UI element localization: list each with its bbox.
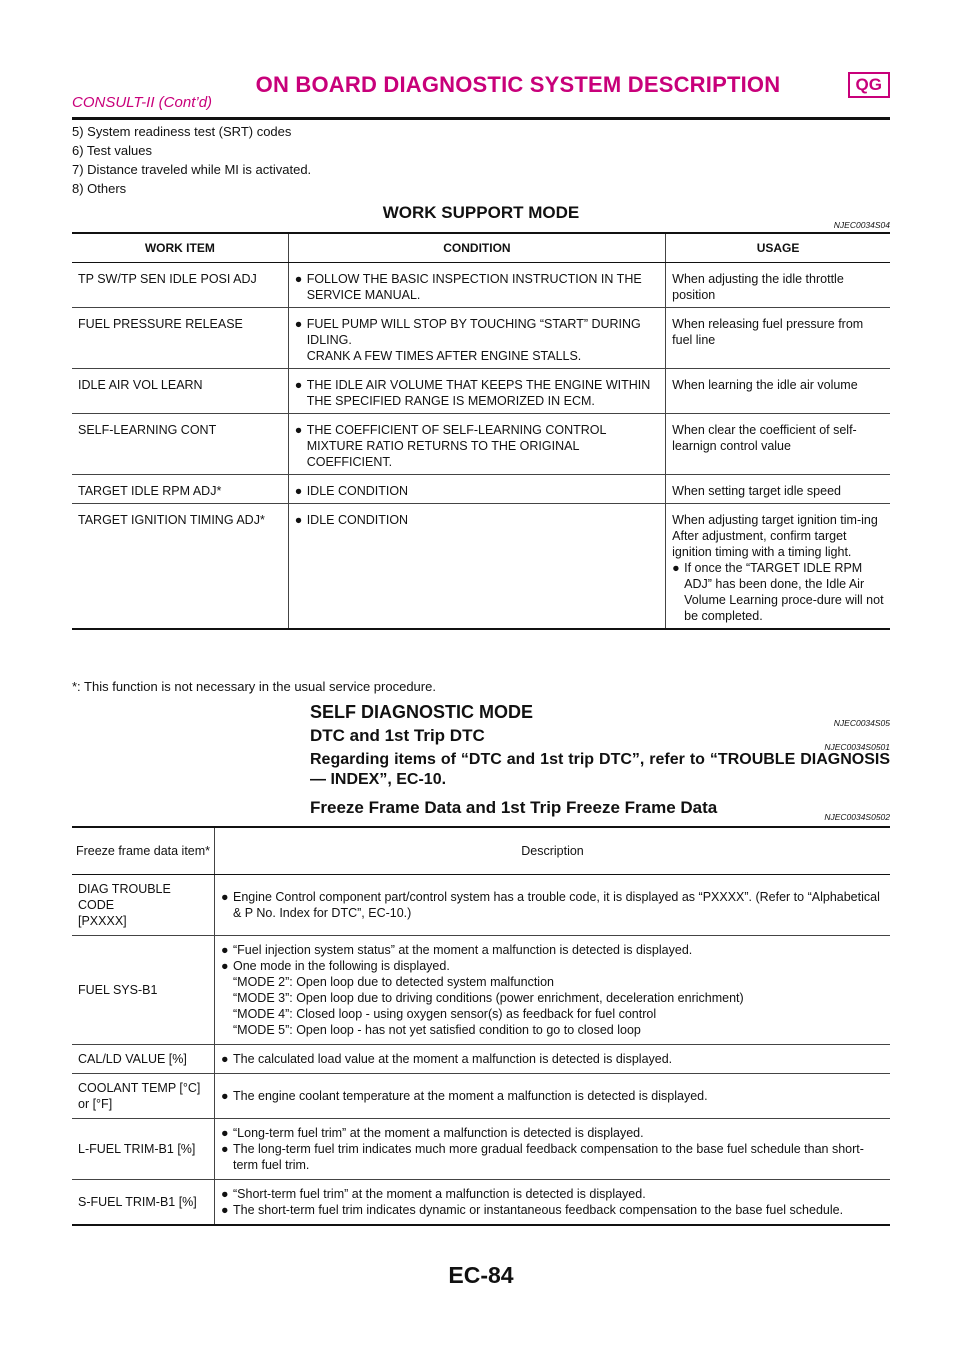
bullet-item xyxy=(221,1202,884,1218)
work-item: TARGET IGNITION TIMING ADJ* xyxy=(72,504,288,630)
bullet-item xyxy=(672,560,884,624)
bullet-text: The long-term fuel trim indicates much more gradual feedback compensation to the base fuel schedule than short-term fuel trim. xyxy=(233,1142,864,1172)
bullet-icon: ● xyxy=(221,1052,229,1066)
table-row xyxy=(72,369,890,414)
column-header: WORK ITEM xyxy=(72,233,288,263)
work-item: FUEL PRESSURE RELEASE xyxy=(72,308,288,369)
work-item: TARGET IDLE RPM ADJ* xyxy=(72,475,288,504)
table-row xyxy=(72,1180,890,1226)
bullet-item xyxy=(295,377,659,409)
ffd-heading xyxy=(310,798,890,820)
dtc-code: NJEC0034S0501 xyxy=(824,742,890,752)
description-cell xyxy=(215,1119,891,1180)
bullet-text: The short-term fuel trim indicates dynamic or instantaneous feedback compensation to the base fuel schedule. xyxy=(233,1203,844,1217)
freeze-item: L-FUEL TRIM-B1 [%] xyxy=(72,1119,215,1180)
table-row xyxy=(72,1045,890,1074)
bullet-icon: ● xyxy=(672,561,680,575)
bullet-text: Engine Control component part/control system has a trouble code, it is displayed as “PXXXX”. (Refer to “Alphabetical & P No. Index for DTC”, EC-10.) xyxy=(233,890,880,920)
usage-text: When clear the coefficient of self-learnign control value xyxy=(672,423,857,453)
page-title: ON BOARD DIAGNOSTIC SYSTEM DESCRIPTION xyxy=(255,72,781,97)
condition-cell xyxy=(288,414,665,475)
ffd-title: Freeze Frame Data and 1st Trip Freeze Frame Data xyxy=(310,798,718,817)
bullet-item xyxy=(221,1051,884,1067)
bullet-item xyxy=(295,271,659,303)
usage-text: When adjusting target ignition tim-ing xyxy=(672,513,878,527)
numbered-list xyxy=(72,122,311,198)
condition-cell xyxy=(288,308,665,369)
bullet-item xyxy=(295,512,659,528)
table-row xyxy=(72,936,890,1045)
self-diagnostic-section xyxy=(310,702,890,820)
bullet-text: The engine coolant temperature at the moment a malfunction is detected is displayed. xyxy=(233,1089,708,1103)
usage-text: When adjusting the idle throttle position xyxy=(672,272,844,302)
bullet-text: If once the “TARGET IDLE RPM ADJ” has been done, the Idle Air Volume Learning proce-dure will not be completed. xyxy=(684,561,884,623)
dtc-title: DTC and 1st Trip DTC xyxy=(310,726,485,745)
usage-text: When releasing fuel pressure from fuel line xyxy=(672,317,864,347)
work-support-rows xyxy=(72,263,890,630)
description-cell xyxy=(215,1045,891,1074)
list-item: 6) Test values xyxy=(72,143,152,158)
bullet-item xyxy=(295,422,659,470)
freeze-item: COOLANT TEMP [°C] or [°F] xyxy=(72,1074,215,1119)
condition-cell xyxy=(288,504,665,630)
self-diag-title: SELF DIAGNOSTIC MODE xyxy=(310,702,534,722)
column-header: USAGE xyxy=(666,233,890,263)
engine-badge: QG xyxy=(848,72,890,98)
usage-cell xyxy=(666,308,890,369)
table-row xyxy=(72,1074,890,1119)
self-diag-heading xyxy=(310,702,890,726)
usage-text: When setting target idle speed xyxy=(672,484,841,498)
bullet-icon: ● xyxy=(221,959,229,973)
condition-cell xyxy=(288,475,665,504)
bullet-icon: ● xyxy=(221,1203,229,1217)
bullet-icon: ● xyxy=(294,378,303,392)
description-cell xyxy=(215,1074,891,1119)
bullet-icon: ● xyxy=(221,1126,229,1140)
ffd-code: NJEC0034S0502 xyxy=(824,812,890,822)
bullet-icon: ● xyxy=(221,1089,229,1103)
bullet-icon: ● xyxy=(294,513,303,527)
table-row xyxy=(72,263,890,308)
usage-cell xyxy=(666,263,890,308)
bullet-item xyxy=(295,483,659,499)
bullet-item xyxy=(221,1141,884,1173)
bullet-text: The calculated load value at the moment a malfunction is detected is displayed. xyxy=(233,1052,673,1066)
freeze-item: S-FUEL TRIM-B1 [%] xyxy=(72,1180,215,1226)
bullet-icon: ● xyxy=(221,1142,229,1156)
description-cell xyxy=(215,936,891,1045)
work-item: TP SW/TP SEN IDLE POSI ADJ xyxy=(72,263,288,308)
bullet-icon: ● xyxy=(221,1187,229,1201)
bullet-item xyxy=(221,1088,884,1104)
bullet-icon: ● xyxy=(294,484,303,498)
work-item: IDLE AIR VOL LEARN xyxy=(72,369,288,414)
bullet-text: One mode in the following is displayed. xyxy=(233,959,450,973)
table-row xyxy=(72,308,890,369)
bullet-icon: ● xyxy=(294,272,303,286)
bullet-text: “Long-term fuel trim” at the moment a malfunction is detected is displayed. xyxy=(233,1126,644,1140)
page-number: EC-84 xyxy=(448,1262,514,1288)
mode-list: “MODE 2”: Open loop due to detected system malfunction “MODE 3”: Open loop due to driving conditions (power enrichment, deceleration enrichment) “MODE 4”: Closed loop - using oxygen sensor(s) as feedback for fuel control “MODE 5”: Open loop - has not yet satisfied condition to go to closed loop xyxy=(233,975,744,1037)
description-cell xyxy=(215,875,891,936)
usage-cell xyxy=(666,369,890,414)
bullet-text: THE COEFFICIENT OF SELF-LEARNING CONTROL MIXTURE RATIO RETURNS TO THE ORIGINAL COEFFICIENT. xyxy=(306,423,607,469)
column-header: CONDITION xyxy=(288,233,665,263)
table-row xyxy=(72,875,890,936)
bullet-text: “Short-term fuel trim” at the moment a malfunction is detected is displayed. xyxy=(233,1187,646,1201)
bullet-icon: ● xyxy=(221,890,229,904)
bullet-item xyxy=(221,889,884,921)
freeze-frame-rows xyxy=(72,875,890,1226)
bullet-text: IDLE CONDITION xyxy=(306,513,409,527)
bullet-item xyxy=(221,1125,884,1141)
dtc-heading xyxy=(310,726,890,750)
work-support-table xyxy=(72,232,890,630)
table-row xyxy=(72,1119,890,1180)
list-item: 8) Others xyxy=(72,181,127,196)
work-support-code: NJEC0034S04 xyxy=(833,220,890,230)
bullet-text: IDLE CONDITION xyxy=(306,484,409,498)
condition-cell xyxy=(288,369,665,414)
table-row xyxy=(72,504,890,630)
bullet-text: THE IDLE AIR VOLUME THAT KEEPS THE ENGINE WITHIN THE SPECIFIED RANGE IS MEMORIZED IN ECM. xyxy=(306,378,651,408)
table-row xyxy=(72,414,890,475)
usage-cell xyxy=(666,475,890,504)
header-rule xyxy=(72,117,890,120)
freeze-item: CAL/LD VALUE [%] xyxy=(72,1045,215,1074)
bullet-text: FOLLOW THE BASIC INSPECTION INSTRUCTION IN THE SERVICE MANUAL. xyxy=(306,272,642,302)
freeze-item: FUEL SYS-B1 xyxy=(72,936,215,1045)
bullet-icon: ● xyxy=(294,317,303,331)
bullet-item xyxy=(221,958,884,974)
freeze-frame-table xyxy=(72,826,890,1226)
page-subtitle: CONSULT-II (Cont’d) xyxy=(72,94,213,111)
self-diag-code: NJEC0034S05 xyxy=(833,718,890,728)
list-item: 5) System readiness test (SRT) codes xyxy=(72,124,292,139)
table-row xyxy=(72,475,890,504)
usage-text: After adjustment, confirm target ignition timing with a timing light. xyxy=(672,529,852,559)
freeze-item: DIAG TROUBLE CODE [PXXXX] xyxy=(72,875,215,936)
column-header: Freeze frame data item* xyxy=(72,827,215,875)
work-support-title: WORK SUPPORT MODE xyxy=(382,203,580,222)
dtc-reference: Regarding items of “DTC and 1st trip DTC”, refer to “TROUBLE DIAGNOSIS — INDEX”, EC-10. xyxy=(310,751,890,788)
bullet-item xyxy=(295,316,659,364)
usage-cell xyxy=(666,414,890,475)
description-cell xyxy=(215,1180,891,1226)
condition-cell xyxy=(288,263,665,308)
bullet-item xyxy=(221,1186,884,1202)
bullet-item xyxy=(221,942,884,958)
footnote: *: This function is not necessary in the usual service procedure. xyxy=(72,679,436,694)
usage-text: When learning the idle air volume xyxy=(672,378,858,392)
list-item: 7) Distance traveled while MI is activated. xyxy=(72,162,312,177)
work-item: SELF-LEARNING CONT xyxy=(72,414,288,475)
column-header: Description xyxy=(215,827,891,875)
bullet-icon: ● xyxy=(294,423,303,437)
bullet-icon: ● xyxy=(221,943,229,957)
bullet-text: FUEL PUMP WILL STOP BY TOUCHING “START” DURING IDLING. CRANK A FEW TIMES AFTER ENGINE STALLS. xyxy=(306,317,641,363)
bullet-text: “Fuel injection system status” at the moment a malfunction is detected is displayed. xyxy=(233,943,693,957)
usage-cell xyxy=(666,504,890,630)
